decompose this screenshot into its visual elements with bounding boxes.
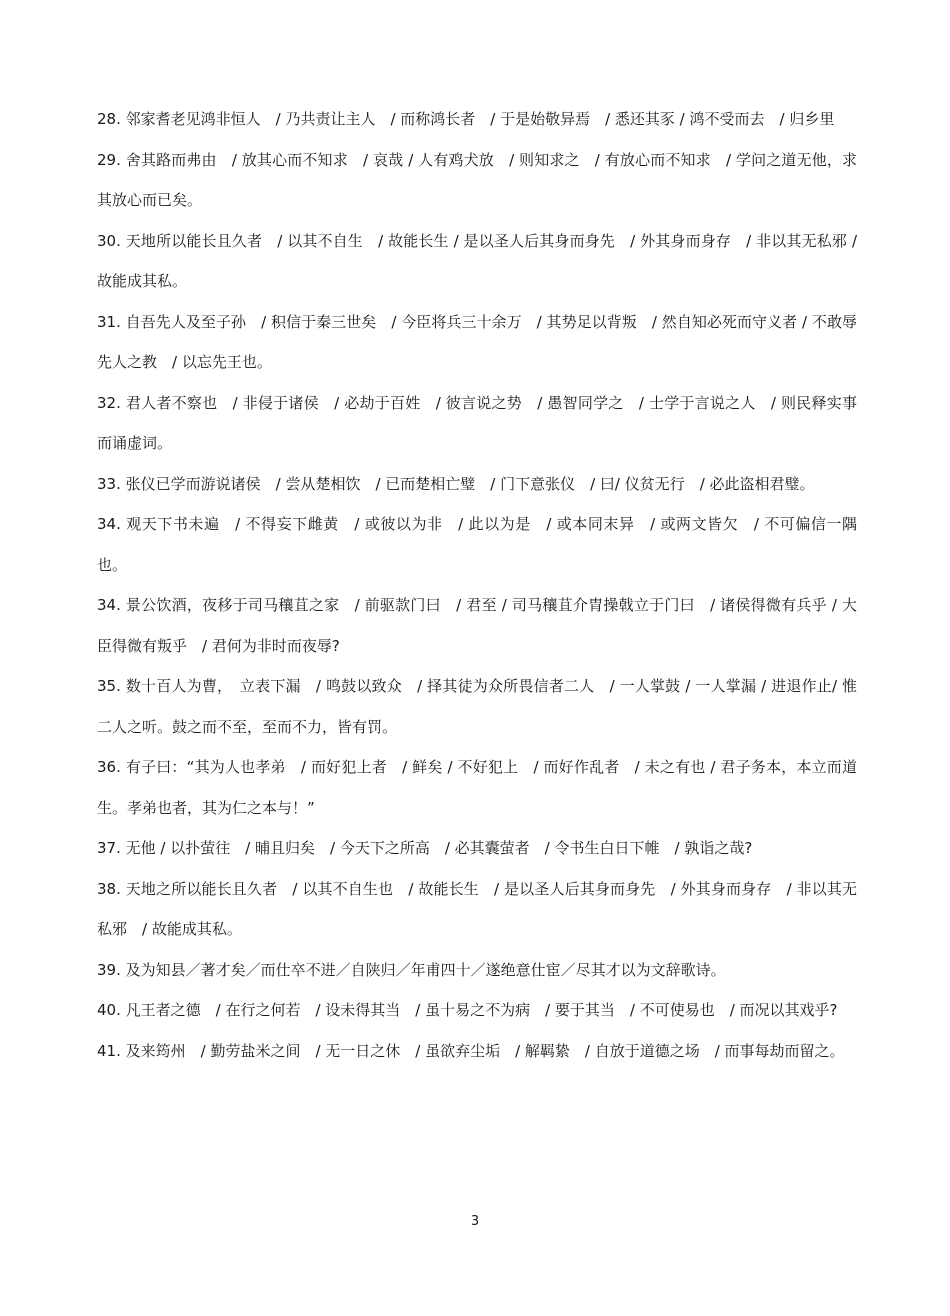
page-number: 3 [470, 1214, 480, 1229]
list-item: 29. 舍其路而弗由 / 放其心而不知求 / 哀哉 / 人有鸡犬放 / 则知求之 / 有放心而不知求 / 学问之道无他，求其放心而已矣。 [97, 150, 857, 209]
list-item: 36. 有子曰：“其为人也孝弟 / 而好犯上者 / 鲜矣 / 不好犯上 / 而好作乱者 / 未之有也 / 君子务本，本立而道生。孝弟也者，其为仁之本与！” [97, 758, 857, 817]
list-item: 39. 及为知县／著才矣／而仕卒不进／自陕归／年甫四十／遂绝意仕宦／尽其才以为文辞歌诗。 [97, 960, 726, 979]
list-item: 33. 张仪已学而游说诸侯 / 尝从楚相饮 / 已而楚相亡璧 / 门下意张仪 / 曰/ 仪贫无行 / 必此盗相君璧。 [97, 474, 815, 493]
list-item: 40. 凡王者之德 / 在行之何若 / 设未得其当 / 虽十易之不为病 / 要于其当 / 不可使易也 / 而况以其戏乎? [97, 1001, 838, 1019]
list-item: 30. 天地所以能长且久者 / 以其不自生 / 故能长生 / 是以圣人后其身而身先 / 外其身而身存 / 非以其无私邪 / 故能成其私。 [97, 231, 857, 290]
list-item: 32. 君人者不察也 / 非侵于诸侯 / 必劫于百姓 / 彼言说之势 / 愚智同学之 / 士学于言说之人 / 则民释实事而诵虚词。 [97, 393, 857, 452]
list-item: 28. 邻家耆老见鸿非恒人 / 乃共责让主人 / 而称鸿长者 / 于是始敬异焉 / 悉还其豕 / 鸿不受而去 / 归乡里 [97, 110, 835, 128]
list-item: 37. 无他 / 以扑萤往 / 晡且归矣 / 今天下之所高 / 必其囊萤者 / 令书生白日下帷 / 孰诣之哉? [97, 839, 753, 857]
list-item: 31. 自吾先人及至子孙 / 积信于秦三世矣 / 今臣将兵三十余万 / 其势足以背叛 / 然自知必死而守义者 / 不敢辱先人之教 / 以忘先王也。 [97, 312, 857, 371]
list-item: 34. 观天下书未遍 / 不得妄下雌黄 / 或彼以为非 / 此以为是 / 或本同末异 / 或两文皆欠 / 不可偏信一隅也。 [97, 515, 857, 574]
list-item: 41. 及来筠州 / 勤劳盐米之间 / 无一日之休 / 虽欲弃尘垢 / 解羁絷 / 自放于道德之场 / 而事每劫而留之。 [97, 1041, 845, 1060]
list-item: 38. 天地之所以能长且久者 / 以其不自生也 / 故能长生 / 是以圣人后其身而身先 / 外其身而身存 / 非以其无私邪 / 故能成其私。 [97, 879, 857, 938]
document-body [97, 99, 857, 1071]
list-item: 35. 数十百人为曹， 立表下漏 / 鸣鼓以致众 / 择其徒为众所畏信者二人 / 一人掌鼓 / 一人掌漏 / 进退作止/ 惟二人之听。鼓之而不至，至而不力，皆有罚。 [97, 677, 857, 736]
list-item: 34. 景公饮酒，夜移于司马穰苴之家 / 前驱款门曰 / 君至 / 司马穰苴介胄操戟立于门曰 / 诸侯得微有兵乎 / 大臣得微有叛乎 / 君何为非时而夜辱? [97, 596, 857, 655]
